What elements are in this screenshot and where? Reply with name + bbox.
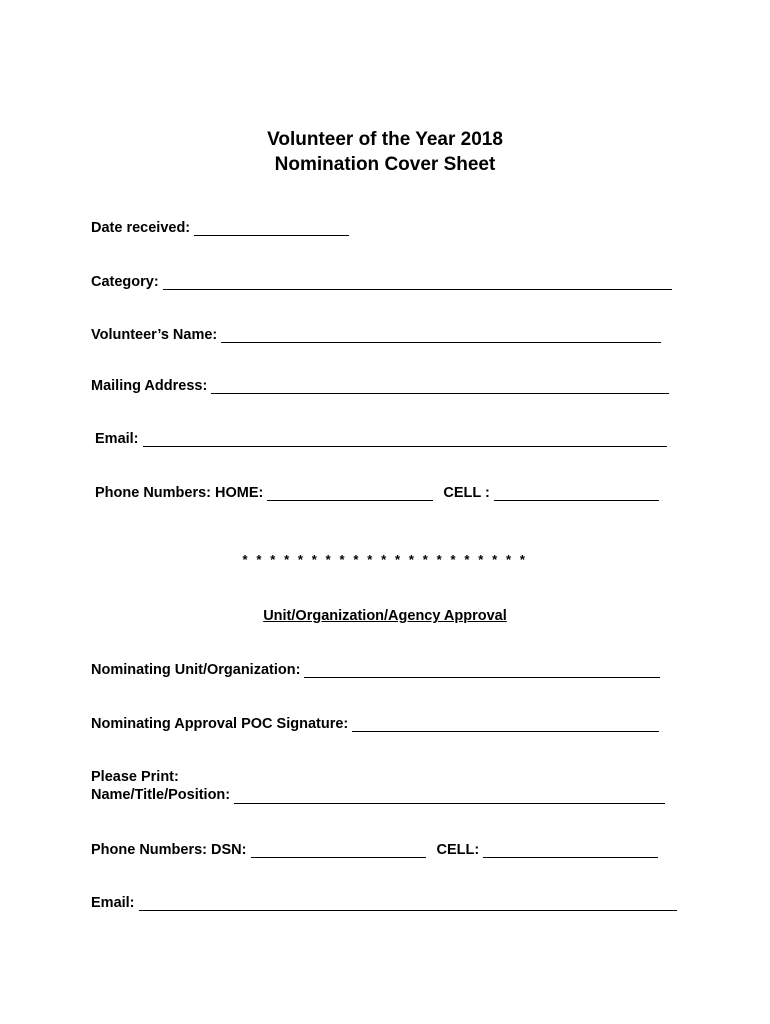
approval-phone-row bbox=[91, 840, 658, 858]
category-label: Category: bbox=[91, 274, 159, 290]
nominating-unit-label: Nominating Unit/Organization: bbox=[91, 662, 301, 678]
phone-cell-field[interactable] bbox=[494, 485, 659, 501]
category-field[interactable] bbox=[163, 274, 672, 290]
approval-email-label: Email: bbox=[91, 895, 135, 911]
mailing-address-row bbox=[91, 376, 669, 394]
form-title: Volunteer of the Year 2018 bbox=[267, 129, 503, 150]
phone-home-field[interactable] bbox=[267, 485, 433, 501]
category-row bbox=[91, 272, 672, 290]
approval-heading: Unit/Organization/Agency Approval bbox=[263, 608, 507, 624]
nominating-unit-field[interactable] bbox=[304, 662, 660, 678]
form-subtitle: Nomination Cover Sheet bbox=[274, 154, 496, 175]
section-separator: * * * * * * * * * * * * * * * * * * * * * bbox=[242, 552, 528, 567]
approval-cell-field[interactable] bbox=[483, 842, 658, 858]
approval-cell-label: CELL: bbox=[436, 842, 480, 858]
poc-signature-field[interactable] bbox=[352, 716, 659, 732]
phone-home-label: Phone Numbers: HOME: bbox=[95, 485, 264, 501]
approval-email-row bbox=[91, 893, 677, 911]
email-label: Email: bbox=[95, 431, 139, 447]
volunteer-name-field[interactable] bbox=[221, 327, 661, 343]
please-print-label: Please Print: bbox=[91, 769, 179, 785]
phone-numbers-row bbox=[95, 483, 659, 501]
name-title-position-field[interactable] bbox=[234, 788, 665, 804]
approval-email-field[interactable] bbox=[139, 895, 677, 911]
date-received-field[interactable] bbox=[194, 220, 349, 236]
date-received-label: Date received: bbox=[91, 220, 191, 236]
poc-signature-label: Nominating Approval POC Signature: bbox=[91, 716, 349, 732]
phone-dsn-field[interactable] bbox=[251, 842, 426, 858]
phone-cell-label: CELL : bbox=[443, 485, 490, 501]
nominating-unit-row bbox=[91, 660, 660, 678]
volunteer-name-label: Volunteer’s Name: bbox=[91, 327, 218, 343]
email-field[interactable] bbox=[143, 431, 667, 447]
volunteer-name-row bbox=[91, 325, 661, 343]
print-name-block bbox=[91, 768, 665, 804]
name-title-position-label: Name/Title/Position: bbox=[91, 787, 231, 803]
mailing-address-label: Mailing Address: bbox=[91, 378, 208, 394]
mailing-address-field[interactable] bbox=[211, 378, 669, 394]
poc-signature-row bbox=[91, 714, 659, 732]
name-title-row bbox=[91, 786, 665, 804]
date-received-row bbox=[91, 218, 349, 236]
phone-dsn-label: Phone Numbers: DSN: bbox=[91, 842, 247, 858]
email-row bbox=[95, 429, 667, 447]
